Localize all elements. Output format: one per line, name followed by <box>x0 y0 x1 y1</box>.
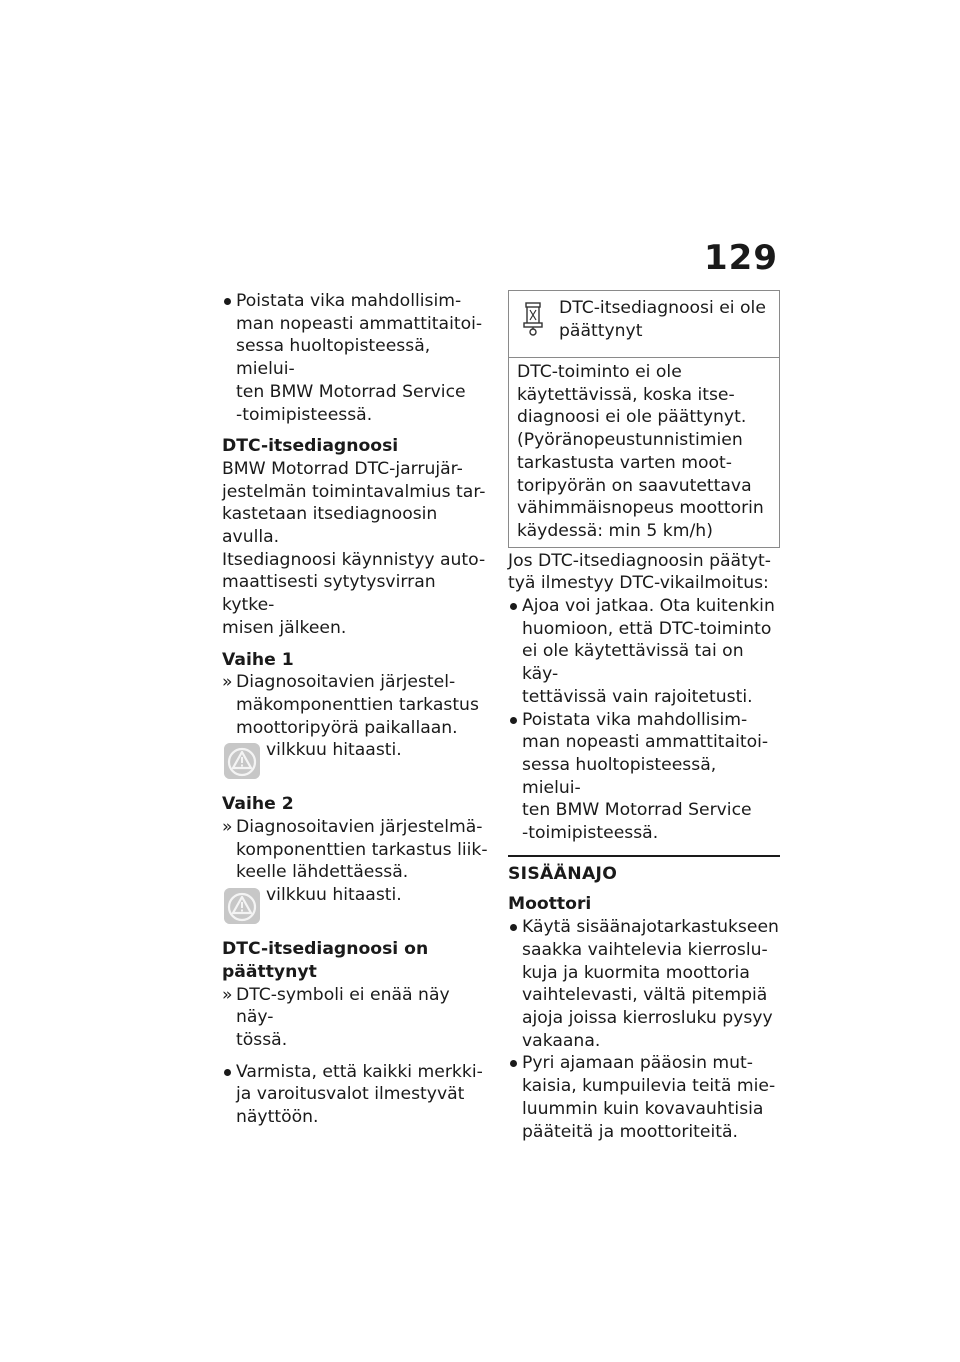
list-item: » DTC-symboli ei enää näy näy- tössä. <box>222 984 450 1050</box>
right-column <box>508 290 780 1143</box>
arrow-marker: » <box>222 817 233 838</box>
sub-heading: Moottori <box>508 894 592 915</box>
list-item: Poistata vika mahdollisim- man nopeasti ammattitaitoi- sessa huoltopisteessä, mielui- ten BMW Motorrad Service -toimipisteessä. <box>222 290 492 426</box>
list-item: Käytä sisäänajotarkastukseen saakka vaihtelevia kierroslu- kuja ja kuormita moottoria vaihtelevasti, vältä pitempiä ajoja joissa kierrosluku pysyy vakaana. <box>508 916 780 1052</box>
info-box-body: DTC-toiminto ei ole käytettävissä, koska itse- diagnoosi ei ole päättynyt. (Pyöränopeustunnistimien tarkastusta varten moot- toripyörän on saavutettava vähimmäisnopeus moottorin käydessä: min 5 km/h) <box>517 362 764 541</box>
info-box-header: DTC-itsediagnoosi ei ole päättynyt <box>509 291 779 358</box>
list-item: » Diagnosoitavien järjestel- mäkomponenttien tarkastus moottoripyörä paikallaan. <box>222 672 479 738</box>
page-number: 129 <box>704 238 778 278</box>
list-item: Poistata vika mahdollisim- man nopeasti ammattitaitoi- sessa huoltopisteessä, mielui- ten BMW Motorrad Service -toimipisteessä. <box>508 709 780 845</box>
step-title: Vaihe 1 <box>222 649 294 670</box>
warning-triangle-icon <box>224 888 260 924</box>
warning-triangle-icon <box>224 743 260 779</box>
arrow-marker: » <box>222 672 233 693</box>
list-item: Varmista, että kaikki merkki- ja varoitusvalot ilmestyvät näyttöön. <box>222 1061 492 1129</box>
list-item: » Diagnosoitavien järjestelmä- komponenttien tarkastus liik- keelle lähdettäessä. <box>222 817 488 883</box>
indicator-row: vilkkuu hitaasti. <box>222 739 492 785</box>
list-item: Ajoa voi jatkaa. Ota kuitenkin huomioon, että DTC-toiminto ei ole käytettävissä tai on käy- tettävissä vain rajoitetusti. <box>508 595 780 709</box>
step-title: Vaihe 2 <box>222 794 294 815</box>
arrow-marker: » <box>222 984 233 1005</box>
paragraph: BMW Motorrad DTC-jarrujär- jestelmän toimintavalmius tar- kastetaan itsediagnoosin avulla. Itsediagnoosi käynnistyy auto- maattisesti sytytysvirran kytke- misen jälkeen. <box>222 458 486 638</box>
info-box <box>508 290 780 548</box>
left-column <box>222 290 492 1129</box>
section-divider <box>508 855 780 857</box>
section-heading: DTC-itsediagnoosi on päättynyt <box>222 939 429 982</box>
section-title: SISÄÄNAJO <box>508 863 618 884</box>
wrench-tool-icon <box>521 301 545 337</box>
section-heading: DTC-itsediagnoosi <box>222 436 399 457</box>
indicator-row: vilkkuu hitaasti. <box>222 884 492 930</box>
list-item: Pyri ajamaan pääosin mut- kaisia, kumpuilevia teitä mie- luummin kuin kovavauhtisia pääteitä ja moottoriteitä. <box>508 1052 780 1143</box>
paragraph: Jos DTC-itsediagnoosin päätyt- tyä ilmestyy DTC-vikailmoitus: <box>508 550 771 594</box>
